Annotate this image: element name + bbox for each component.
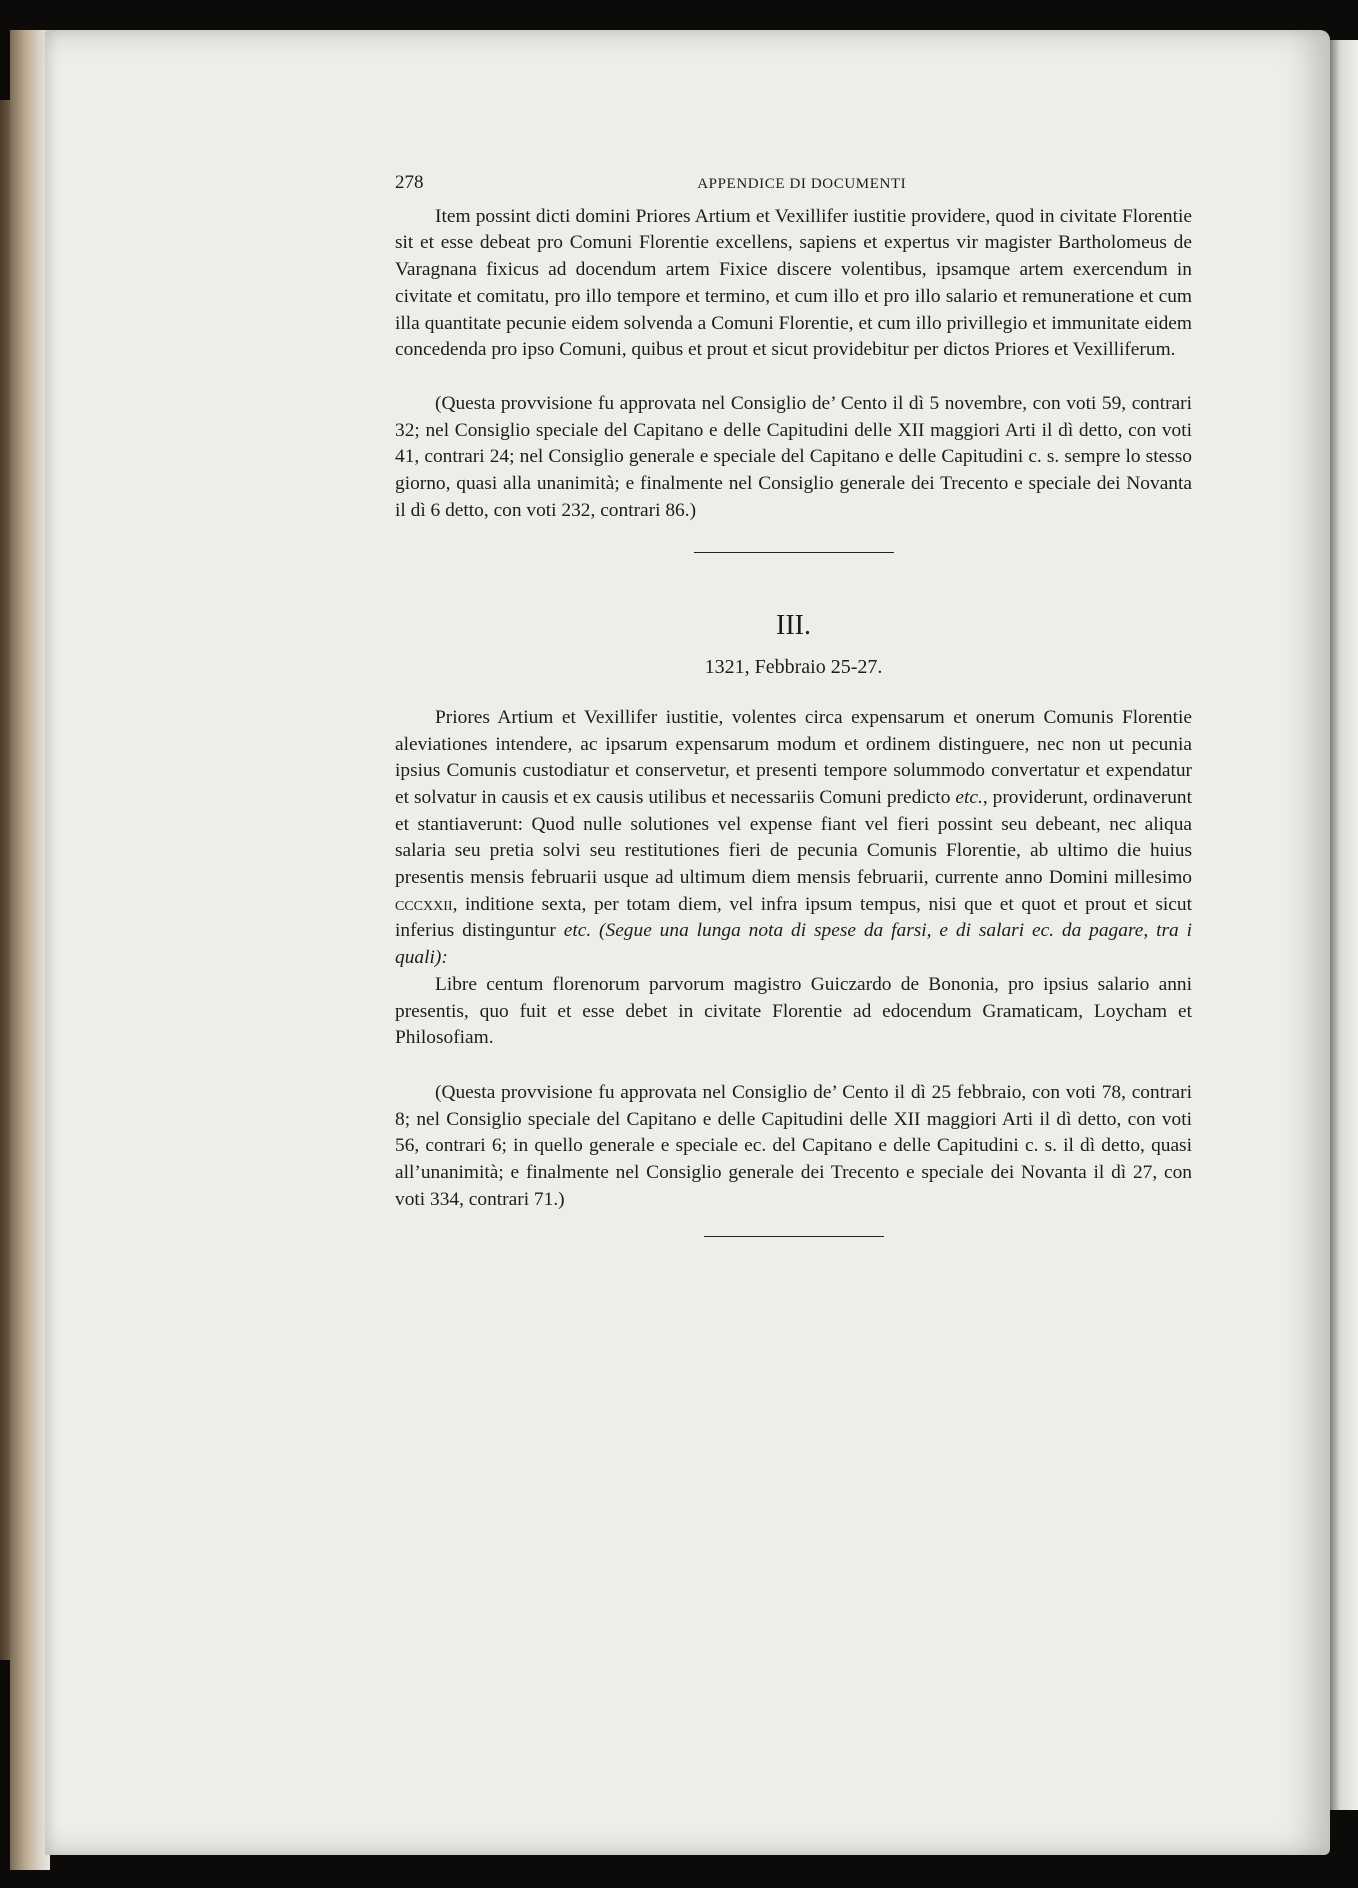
section-iii-approval-note: (Questa provvisione fu approvata nel Consiglio de’ Cento il dì 25 febbraio, con voti 78, contrari 8; nel Consiglio speciale del Capitano e delle Capitudini delle XII maggiori Arti il dì detto, con voti 56, contrari 6; in quello generale e speciale ec. del Capitano e delle Capitudini c. s. il dì detto, quasi all’unanimità; e finalmente nel Consiglio generale dei Trecento e speciale dei Novanta il dì 27, con voti 334, contrari 71.) <box>395 1081 1192 1210</box>
page-header <box>395 170 1192 198</box>
page-text-block <box>395 170 1192 1237</box>
page-number: 278 <box>395 172 424 193</box>
section-ii-approval-note: (Questa provvisione fu approvata nel Consiglio de’ Cento il dì 5 novembre, con voti 59, contrari 32; nel Consiglio speciale del Capitano e delle Capitudini delle XII maggiori Arti il dì detto, con voti 41, contrari 24; nel Consiglio generale e speciale del Capitano e delle Capitudini c. s. sempre lo stesso giorno, quasi alla unanimità; e finalmente nel Consiglio generale dei Trecento e speciale dei Novanta il dì 6 detto, con voti 232, contrari 86.) <box>395 392 1192 521</box>
section-divider <box>694 552 894 553</box>
end-divider <box>704 1236 884 1237</box>
section-iii-body <box>395 705 1192 972</box>
section-iii-body-2: Libre centum florenorum parvorum magistro Guiczardo de Bononia, pro ipsius salario anni presentis, quo fuit et esse debet in civitate Florentie ad edocendum Gramaticam, Loycham et Philosofiam. <box>395 973 1192 1049</box>
section-ii-body: Item possint dicti domini Priores Artium et Vexillifer iustitie providere, quod in civitate Florentie sit et esse debeat pro Comuni Florentie excellens, sapiens et expertus vir magister Bartholomeus de Varagnana fixicus ad docendum artem Fixice discere volentibus, ipsamque artem exercendum in civitate et comitatu, pro illo tempore et termino, et cum illo et pro illo salario et remuneratione et cum illa quantitate pecunie eidem solvenda a Comuni Florentie, et cum illo privillegio et immunitate eidem concedenda pro ipso Comuni, quibus et prout et sicut providebitur per dictos Priores et Vexilliferum. <box>395 205 1192 361</box>
body-text-3: , inditione sexta, per totam diem, vel infra ipsum tempus, nisi que et quot et prout et sicut inferius distinguntur <box>395 893 1192 942</box>
body-text-1: Priores Artium et Vexillifer iustitie, volentes circa expensarum et onerum Comunis Florentie aleviationes intendere, ac ipsarum expensarum modum et ordinem distinguere, nec non ut pecunia ipsius Comunis custodiatur et conservetur, et presenti tempore solummodo convertatur et expendatur et solvatur in causis et ex causis utilibus et necessariis Comuni predicto <box>395 706 1192 808</box>
facing-page-edge <box>1328 40 1358 1810</box>
etc-italic-2: etc. <box>563 920 592 942</box>
running-head: APPENDICE DI DOCUMENTI <box>697 176 907 192</box>
editorial-note-italic: (Segue una lunga nota di spese da farsi, e di salari ec. da pagare, tra i quali): <box>395 920 1192 969</box>
roman-year: cccxxii <box>395 893 453 915</box>
section-number: III. <box>776 610 811 642</box>
page-stack-edge <box>10 30 50 1870</box>
section-date: 1321, Febbraio 25-27. <box>704 656 883 679</box>
etc-italic-1: etc. <box>955 786 983 808</box>
body-text-2: , providerunt, ordinaverunt et stantiaverunt: Quod nulle solutiones vel expense fiant vel fieri possint seu debeant, nec aliqua salaria seu pretia solvi seu restitutiones fieri de pecunia Comunis Florentie, ab ultimo die huius presentis mensis februarii usque ad ultimum diem mensis februarii, currente anno Domini millesimo <box>395 786 1192 889</box>
